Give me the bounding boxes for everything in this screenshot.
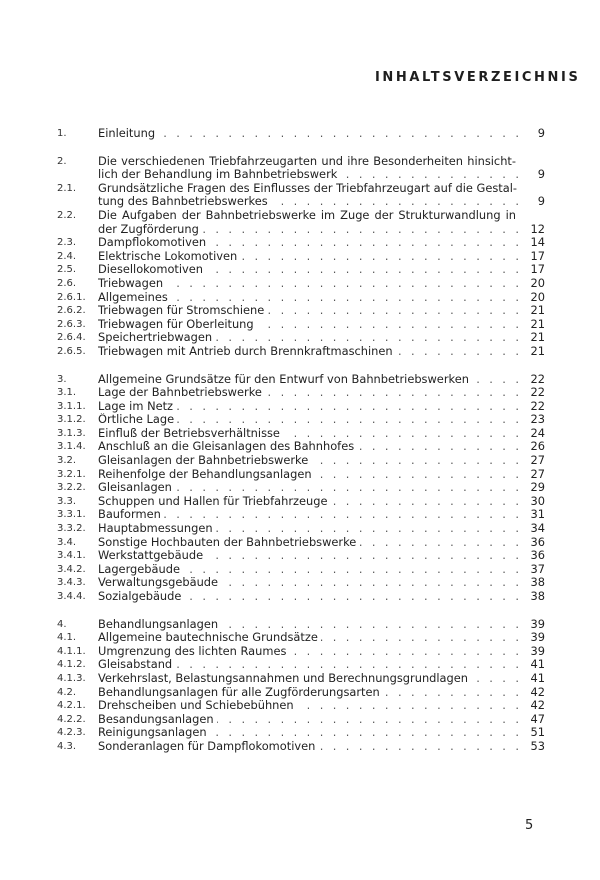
toc-entry-continuation: [57, 168, 545, 182]
toc-entry-page: 47: [530, 711, 545, 726]
toc-entry-title-text: Triebwagen für Oberleitung: [98, 318, 257, 331]
toc-entry-page: 27: [530, 466, 545, 481]
toc-entry-title-text: Dampflokomotiven: [98, 236, 209, 249]
toc-entry-title-text: Hauptabmessungen: [98, 522, 216, 535]
toc-entry: [57, 318, 545, 332]
toc-entry: [57, 291, 545, 305]
toc-entry: [57, 440, 545, 454]
toc-entry-title-text: Örtliche Lage: [98, 413, 177, 426]
toc-entry-page: 42: [530, 698, 545, 713]
toc-entry: [57, 672, 545, 686]
toc-entry-number: 3.: [57, 373, 67, 385]
toc-entry-title-text: Gleisabstand: [98, 658, 175, 671]
toc-entry-page: 9: [537, 167, 545, 182]
toc-entry-number: 3.4.3.: [57, 577, 86, 589]
toc-entry-page: 22: [530, 398, 545, 413]
toc-entry-number: 3.3.2.: [57, 523, 86, 535]
toc-entry-number: 2.6.2.: [57, 305, 86, 317]
toc-entry-page: 20: [530, 289, 545, 304]
toc-entry: [57, 413, 545, 427]
toc-entry-number: 3.3.1.: [57, 509, 86, 521]
toc-entry-number: 4.1.3.: [57, 672, 86, 684]
toc-entry-page: 38: [530, 575, 545, 590]
toc-entry: [57, 277, 545, 291]
toc-entry-title-text: Werkstattgebäude: [98, 549, 206, 562]
page-number: 5: [525, 818, 534, 833]
toc-entry-page: 34: [530, 521, 545, 536]
toc-entry-number: 3.2.: [57, 455, 77, 467]
toc-entry: [57, 536, 545, 550]
toc-entry-number: 2.6.5.: [57, 345, 86, 357]
toc-entry-title: [98, 454, 518, 468]
toc-entry-title-text: Triebwagen mit Antrieb durch Brennkraftmaschinen: [98, 345, 396, 358]
toc-entry-title-text: Sonderanlagen für Dampflokomotiven: [98, 740, 318, 753]
toc-entry-title-text: Diesellokomotiven: [98, 263, 206, 276]
toc-entry-number: 4.2.1.: [57, 700, 86, 712]
toc-entry-number: 1.: [57, 128, 67, 139]
toc-entry-page: 9: [537, 194, 545, 209]
toc-entry-title: [98, 304, 518, 318]
toc-entry-title: [98, 536, 518, 550]
toc-entry: [57, 740, 545, 754]
toc-entry-title: [98, 155, 519, 169]
toc-entry-title: [98, 576, 518, 590]
toc-entry-number: 3.2.2.: [57, 482, 86, 494]
toc-entry-title: [98, 331, 518, 345]
toc-entry-number: 4.2.3.: [57, 727, 86, 739]
toc-entry: [57, 618, 545, 632]
toc-entry-title: [98, 740, 518, 754]
toc-entry: [57, 331, 545, 345]
toc-entry-title-text: Sonstige Hochbauten der Bahnbetriebswerke: [98, 536, 359, 549]
toc-entry-page: 21: [530, 303, 545, 318]
toc-entry-number: 2.6.1.: [57, 291, 86, 303]
toc-entry-title: [98, 345, 518, 359]
toc-entry-title-text: Schuppen und Hallen für Triebfahrzeuge: [98, 495, 331, 508]
toc-entry-title: [98, 658, 518, 672]
toc-entry-number: 2.6.3.: [57, 318, 86, 330]
toc-entry-title: [98, 168, 518, 182]
toc-entry-page: 23: [530, 412, 545, 427]
toc-entry-page: 22: [530, 385, 545, 400]
toc-entry-title: [98, 263, 518, 277]
toc-entry: [57, 549, 545, 563]
toc-entry-title-text: Elektrische Lokomotiven: [98, 250, 240, 263]
toc-entry-title: [98, 413, 518, 427]
toc-entry-number: 3.4.2.: [57, 563, 86, 575]
toc-entry-title-text: Einleitung: [98, 127, 158, 140]
toc-entry-title-text: Grundsätzliche Fragen des Einflusses der Triebfahrzeugart auf die Gestal-: [98, 181, 520, 195]
toc-entry-title-text: Verkehrslast, Belastungsannahmen und Berechnungsgrundlagen: [98, 672, 471, 685]
toc-entry-number: 3.4.4.: [57, 591, 86, 602]
toc-entry-number: 2.3.: [57, 237, 77, 249]
toc-entry-page: 42: [530, 684, 545, 699]
toc-entry-title: [98, 386, 518, 400]
toc-entry: [57, 263, 545, 277]
toc-entry-page: 14: [530, 235, 545, 250]
toc-entry-title: [98, 631, 518, 645]
toc-entry-page: 37: [530, 561, 545, 576]
toc-entry-number: 2.1.: [57, 182, 77, 194]
toc-entry-page: 21: [530, 316, 545, 331]
toc-entry-title-text: Besandungsanlagen: [98, 713, 217, 726]
toc-entry: [57, 590, 545, 604]
toc-entry-title-text: tung des Bahnbetriebswerkes: [98, 195, 271, 208]
toc-entry-page: 39: [530, 643, 545, 658]
toc-entry-title-text: Behandlungsanlagen: [98, 618, 221, 631]
toc-entry-number: 3.3.: [57, 495, 77, 507]
toc-entry-title-text: Reinigungsanlagen: [98, 726, 210, 739]
toc-entry-page: 38: [530, 589, 545, 603]
toc-entry-title-text: Bauformen: [98, 508, 164, 521]
toc-entry-page: 39: [530, 630, 545, 645]
toc-entry-page: 41: [530, 670, 545, 685]
toc-entry: [57, 127, 545, 141]
toc-entry-title-text: Umgrenzung des lichten Raumes: [98, 645, 289, 658]
toc-entry-number: 4.1.: [57, 632, 77, 644]
toc-entry: [57, 508, 545, 522]
toc-entry-title-text: Die Aufgaben der Bahnbetriebswerke im Zuge der Strukturwandlung in: [98, 208, 519, 222]
toc-entry-title-text: Allgemeine bautechnische Grundsätze: [98, 631, 321, 644]
toc-entry-title: [98, 468, 518, 482]
toc-entry-title: [98, 236, 518, 250]
toc-entry-page: 27: [530, 453, 545, 468]
toc-entry: [57, 699, 545, 713]
table-of-contents: [57, 127, 545, 754]
toc-entry-title-text: Verwaltungsgebäude: [98, 576, 221, 589]
toc-entry-title: [98, 400, 518, 414]
toc-entry-number: 3.1.2.: [57, 414, 86, 426]
toc-entry: [57, 576, 545, 590]
toc-entry-number: 4.1.1.: [57, 645, 86, 657]
toc-entry: [57, 645, 545, 659]
toc-entry-page: 36: [530, 534, 545, 549]
toc-entry: [57, 495, 545, 509]
toc-entry-title-text: Reihenfolge der Behandlungsanlagen: [98, 468, 315, 481]
toc-entry-page: 24: [530, 425, 545, 440]
toc-entry-number: 3.1.: [57, 387, 77, 399]
toc-entry-number: 3.4.1.: [57, 550, 86, 562]
toc-entry-title: [98, 481, 518, 495]
toc-entry-title: [98, 508, 518, 522]
toc-entry-title: [98, 686, 518, 700]
toc-entry-title: [98, 495, 518, 509]
toc-entry-number: 4.1.2.: [57, 659, 86, 671]
toc-entry-page: 20: [530, 275, 545, 290]
toc-entry-page: 12: [530, 221, 545, 236]
toc-entry-title: [98, 182, 519, 196]
toc-entry: [57, 304, 545, 318]
toc-entry-title: [98, 618, 518, 632]
toc-entry-title-text: Lage der Bahnbetriebswerke: [98, 386, 265, 399]
toc-entry-title-text: Drehscheiben und Schiebebühnen: [98, 699, 297, 712]
toc-entry-number: 4.3.: [57, 740, 77, 752]
toc-entry: [57, 209, 545, 223]
toc-entry-title-text: Triebwagen: [98, 277, 166, 290]
toc-entry-number: 4.: [57, 618, 67, 630]
page-title: INHALTSVERZEICHNIS: [375, 70, 581, 85]
toc-entry-number: 2.2.: [57, 209, 77, 221]
toc-entry-page: 22: [530, 371, 545, 386]
toc-entry-title-text: Gleisanlagen der Bahnbetriebswerke: [98, 454, 311, 467]
toc-entry-page: 17: [530, 248, 545, 263]
toc-entry-title-text: Behandlungsanlagen für alle Zugförderungsarten: [98, 686, 383, 699]
toc-entry: [57, 345, 545, 359]
toc-entry-continuation: [57, 195, 545, 209]
toc-entry: [57, 726, 545, 740]
toc-entry-title: [98, 672, 518, 686]
toc-entry-title: [98, 277, 518, 291]
toc-entry-title: [98, 590, 518, 604]
toc-entry-page: 9: [537, 126, 545, 140]
toc-entry-title-text: Einfluß der Betriebsverhältnisse: [98, 427, 283, 440]
toc-entry: [57, 182, 545, 196]
toc-entry-number: 4.2.2.: [57, 713, 86, 725]
toc-entry-number: 2.6.4.: [57, 332, 86, 344]
toc-entry-page: 17: [530, 262, 545, 277]
toc-entry-number: 3.4.: [57, 536, 77, 548]
toc-entry-title: [98, 522, 518, 536]
toc-entry: [57, 631, 545, 645]
toc-entry-page: 21: [530, 330, 545, 345]
toc-entry-page: 30: [530, 493, 545, 508]
toc-entry-title-text: der Zugförderung: [98, 223, 202, 236]
toc-entry: [57, 522, 545, 536]
toc-entry-number: 4.2.: [57, 686, 77, 698]
toc-entry-title: [98, 373, 518, 387]
toc-entry-page: 36: [530, 548, 545, 563]
toc-entry-title: [98, 726, 518, 740]
toc-entry-number: 3.1.3.: [57, 427, 86, 439]
toc-entry-page: 29: [530, 480, 545, 495]
toc-entry-title: [98, 209, 519, 223]
toc-entry: [57, 454, 545, 468]
toc-entry-title: [98, 713, 518, 727]
toc-entry-page: 31: [530, 507, 545, 522]
toc-entry-page: 51: [530, 725, 545, 740]
toc-entry-number: 2.6.: [57, 277, 77, 289]
toc-entry: [57, 468, 545, 482]
toc-entry-title-text: Die verschiedenen Triebfahrzeugarten und ihre Besonderheiten hinsicht-: [98, 154, 519, 168]
toc-entry-page: 26: [530, 439, 545, 454]
toc-entry-title: [98, 699, 518, 713]
toc-entry-title: [98, 250, 518, 264]
toc-entry: [57, 481, 545, 495]
toc-entry-title: [98, 645, 518, 659]
toc-entry-title-text: Speichertriebwagen: [98, 331, 215, 344]
toc-entry-title: [98, 223, 518, 237]
toc-entry: [57, 427, 545, 441]
toc-entry-number: 3.2.1.: [57, 468, 86, 480]
toc-entry-title-text: Anschluß an die Gleisanlagen des Bahnhofes: [98, 440, 357, 453]
toc-entry-number: 2.5.: [57, 264, 77, 276]
toc-entry-number: 3.1.1.: [57, 400, 86, 412]
toc-entry: [57, 373, 545, 387]
toc-entry-number: 2.: [57, 155, 67, 167]
toc-entry-title-text: Gleisanlagen: [98, 481, 175, 494]
toc-entry-title: [98, 127, 518, 141]
toc-entry-number: 2.4.: [57, 250, 77, 262]
toc-entry-title-text: Sozialgebäude: [98, 590, 184, 603]
toc-entry-title-text: Allgemeines: [98, 291, 171, 304]
toc-entry-title-text: Allgemeine Grundsätze für den Entwurf von Bahnbetriebswerken: [98, 373, 472, 386]
toc-entry-number: 3.1.4.: [57, 441, 86, 453]
toc-entry: [57, 155, 545, 169]
toc-entry-title: [98, 195, 518, 209]
toc-entry-title: [98, 427, 518, 441]
toc-entry-page: 41: [530, 657, 545, 672]
toc-entry-page: 53: [530, 738, 545, 753]
toc-entry-page: 39: [530, 616, 545, 631]
toc-entry-title-text: lich der Behandlung im Bahnbetriebswerk: [98, 168, 340, 181]
toc-entry: [57, 658, 545, 672]
toc-entry: [57, 713, 545, 727]
toc-entry-title-text: Triebwagen für Stromschiene: [98, 304, 267, 317]
toc-entry-title: [98, 318, 518, 332]
toc-entry-title: [98, 440, 518, 454]
toc-entry-page: 21: [530, 343, 545, 358]
toc-entry: [57, 236, 545, 250]
toc-entry-title-text: Lagergebäude: [98, 563, 183, 576]
toc-entry-continuation: [57, 223, 545, 237]
toc-entry-title: [98, 563, 518, 577]
toc-entry: [57, 563, 545, 577]
toc-entry-title: [98, 291, 518, 305]
toc-entry-title: [98, 549, 518, 563]
toc-entry: [57, 686, 545, 700]
toc-entry: [57, 400, 545, 414]
toc-entry-title-text: Lage im Netz: [98, 400, 176, 413]
toc-entry: [57, 250, 545, 264]
toc-entry: [57, 386, 545, 400]
